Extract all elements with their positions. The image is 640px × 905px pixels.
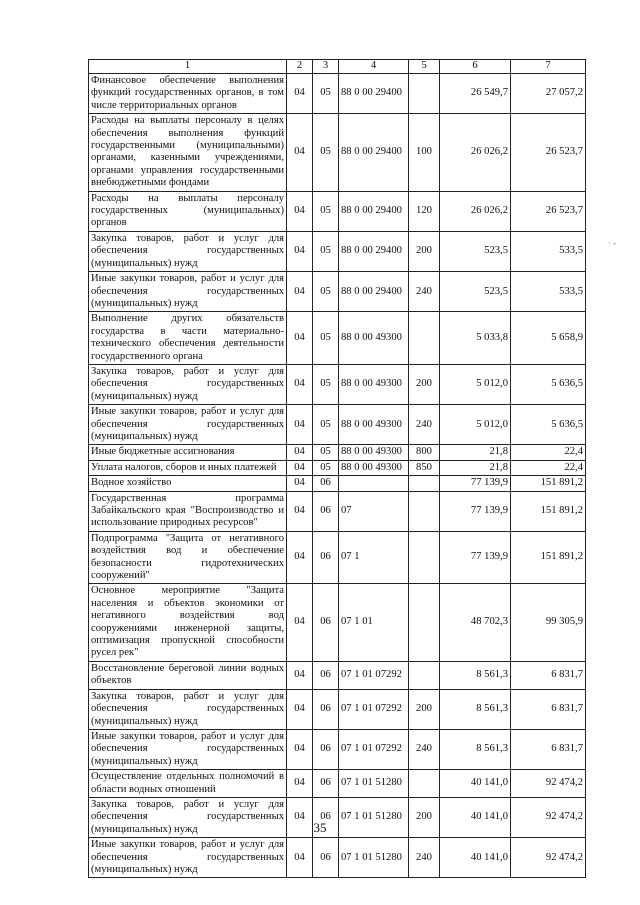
subsection-code: 06 <box>313 689 339 729</box>
section-code: 04 <box>287 661 313 689</box>
table-row <box>89 661 586 689</box>
amount-year-1: 26 549,7 <box>440 74 511 114</box>
expense-type-code: 850 <box>409 460 440 475</box>
subsection-code: 05 <box>313 74 339 114</box>
expense-type-code: 200 <box>409 231 440 271</box>
amount-year-2: 92 474,2 <box>511 838 586 878</box>
item-name: Иные бюджетные ассигнования <box>89 445 287 460</box>
section-code: 04 <box>287 531 313 584</box>
target-article-code: 07 1 01 07292 <box>339 729 409 769</box>
amount-year-2: 26 523,7 <box>511 191 586 231</box>
amount-year-2: 151 891,2 <box>511 476 586 491</box>
item-name: Водное хозяйство <box>89 476 287 491</box>
expense-type-code: 200 <box>409 364 440 404</box>
item-name: Осуществление отдельных полномочий в области водных отношений <box>89 770 287 798</box>
section-code: 04 <box>287 272 313 312</box>
expense-type-code: 800 <box>409 445 440 460</box>
item-name: Закупка товаров, работ и услуг для обеспечения государственных (муниципальных) нужд <box>89 231 287 271</box>
item-name: Иные закупки товаров, работ и услуг для обеспечения государственных (муниципальных) нужд <box>89 405 287 445</box>
expense-type-code: 240 <box>409 838 440 878</box>
section-code: 04 <box>287 445 313 460</box>
subsection-code: 06 <box>313 491 339 531</box>
amount-year-1: 8 561,3 <box>440 661 511 689</box>
section-code: 04 <box>287 364 313 404</box>
table-row <box>89 838 586 878</box>
amount-year-2: 27 057,2 <box>511 74 586 114</box>
header-col-1: 1 <box>89 60 287 74</box>
amount-year-1: 40 141,0 <box>440 838 511 878</box>
amount-year-1: 40 141,0 <box>440 770 511 798</box>
expense-type-code <box>409 74 440 114</box>
expense-type-code <box>409 584 440 661</box>
expense-type-code <box>409 661 440 689</box>
expense-type-code: 200 <box>409 689 440 729</box>
section-code: 04 <box>287 191 313 231</box>
item-name: Иные закупки товаров, работ и услуг для обеспечения государственных (муниципальных) нужд <box>89 838 287 878</box>
amount-year-1: 5 012,0 <box>440 405 511 445</box>
subsection-code: 06 <box>313 797 339 837</box>
item-name: Основное мероприятие "Защита населения и объектов экономики от негативного воздействия вод сооружениями инженерной защиты, оптимизация пропускной способности русел рек" <box>89 584 287 661</box>
amount-year-2: 99 305,9 <box>511 584 586 661</box>
section-code: 04 <box>287 491 313 531</box>
amount-year-2: 151 891,2 <box>511 531 586 584</box>
section-code: 04 <box>287 114 313 191</box>
expense-type-code: 240 <box>409 405 440 445</box>
expense-type-code <box>409 312 440 365</box>
subsection-code: 06 <box>313 729 339 769</box>
section-code: 04 <box>287 770 313 798</box>
item-name: Выполнение других обязательств государства в части материально-технического обеспечения деятельности государственного органа <box>89 312 287 365</box>
amount-year-1: 77 139,9 <box>440 531 511 584</box>
subsection-code: 06 <box>313 770 339 798</box>
target-article-code <box>339 476 409 491</box>
item-name: Иные закупки товаров, работ и услуг для обеспечения государственных (муниципальных) нужд <box>89 272 287 312</box>
expense-type-code: 240 <box>409 729 440 769</box>
target-article-code: 07 1 01 51280 <box>339 838 409 878</box>
amount-year-1: 26 026,2 <box>440 191 511 231</box>
target-article-code: 88 0 00 49300 <box>339 445 409 460</box>
target-article-code: 07 1 01 07292 <box>339 661 409 689</box>
subsection-code: 05 <box>313 114 339 191</box>
target-article-code: 88 0 00 49300 <box>339 460 409 475</box>
subsection-code: 05 <box>313 272 339 312</box>
section-code: 04 <box>287 476 313 491</box>
budget-table-container <box>88 59 586 878</box>
section-code: 04 <box>287 729 313 769</box>
amount-year-2: 5 658,9 <box>511 312 586 365</box>
table-row <box>89 74 586 114</box>
amount-year-2: 6 831,7 <box>511 689 586 729</box>
amount-year-1: 5 012,0 <box>440 364 511 404</box>
subsection-code: 06 <box>313 838 339 878</box>
subsection-code: 05 <box>313 231 339 271</box>
column-number-header <box>89 60 586 74</box>
amount-year-2: 92 474,2 <box>511 797 586 837</box>
item-name: Финансовое обеспечение выполнения функций государственных органов, в том числе территориальных органов <box>89 74 287 114</box>
item-name: Закупка товаров, работ и услуг для обеспечения государственных (муниципальных) нужд <box>89 797 287 837</box>
target-article-code: 07 1 01 51280 <box>339 797 409 837</box>
item-name: Расходы на выплаты персоналу в целях обеспечения выполнения функций государственными (муниципальными) органами, казенными учреждениями, органами управления государственными внебюджетными фондами <box>89 114 287 191</box>
expense-type-code <box>409 476 440 491</box>
table-row <box>89 689 586 729</box>
expense-type-code <box>409 531 440 584</box>
subsection-code: 05 <box>313 312 339 365</box>
item-name: Уплата налогов, сборов и иных платежей <box>89 460 287 475</box>
amount-year-2: 92 474,2 <box>511 770 586 798</box>
target-article-code: 88 0 00 49300 <box>339 364 409 404</box>
section-code: 04 <box>287 231 313 271</box>
section-code: 04 <box>287 689 313 729</box>
amount-year-1: 523,5 <box>440 272 511 312</box>
table-row <box>89 364 586 404</box>
amount-year-1: 48 702,3 <box>440 584 511 661</box>
amount-year-1: 77 139,9 <box>440 476 511 491</box>
subsection-code: 05 <box>313 460 339 475</box>
amount-year-2: 5 636,5 <box>511 364 586 404</box>
table-row <box>89 445 586 460</box>
section-code: 04 <box>287 74 313 114</box>
budget-table <box>88 59 586 878</box>
header-col-6: 6 <box>440 60 511 74</box>
target-article-code: 07 1 <box>339 531 409 584</box>
item-name: Государственная программа Забайкальского края "Воспроизводство и использование природных ресурсов" <box>89 491 287 531</box>
table-row <box>89 729 586 769</box>
table-row <box>89 191 586 231</box>
subsection-code: 05 <box>313 405 339 445</box>
amount-year-2: 6 831,7 <box>511 661 586 689</box>
target-article-code: 07 1 01 51280 <box>339 770 409 798</box>
section-code: 04 <box>287 460 313 475</box>
scan-edge-mark: · - <box>608 238 617 248</box>
amount-year-2: 533,5 <box>511 272 586 312</box>
amount-year-1: 26 026,2 <box>440 114 511 191</box>
item-name: Закупка товаров, работ и услуг для обеспечения государственных (муниципальных) нужд <box>89 689 287 729</box>
table-row <box>89 231 586 271</box>
table-row <box>89 405 586 445</box>
section-code: 04 <box>287 405 313 445</box>
header-col-7: 7 <box>511 60 586 74</box>
amount-year-2: 151 891,2 <box>511 491 586 531</box>
amount-year-2: 6 831,7 <box>511 729 586 769</box>
item-name: Расходы на выплаты персоналу государственных (муниципальных) органов <box>89 191 287 231</box>
header-col-3: 3 <box>313 60 339 74</box>
amount-year-1: 77 139,9 <box>440 491 511 531</box>
expense-type-code: 240 <box>409 272 440 312</box>
item-name: Восстановление береговой линии водных объектов <box>89 661 287 689</box>
table-row <box>89 531 586 584</box>
header-col-2: 2 <box>287 60 313 74</box>
amount-year-2: 5 636,5 <box>511 405 586 445</box>
section-code: 04 <box>287 584 313 661</box>
header-col-5: 5 <box>409 60 440 74</box>
subsection-code: 05 <box>313 191 339 231</box>
section-code: 04 <box>287 797 313 837</box>
table-row <box>89 491 586 531</box>
amount-year-1: 8 561,3 <box>440 689 511 729</box>
amount-year-1: 21,8 <box>440 460 511 475</box>
target-article-code: 07 1 01 07292 <box>339 689 409 729</box>
table-row <box>89 272 586 312</box>
amount-year-1: 8 561,3 <box>440 729 511 769</box>
expense-type-code: 120 <box>409 191 440 231</box>
amount-year-2: 22,4 <box>511 460 586 475</box>
table-row <box>89 460 586 475</box>
expense-type-code: 200 <box>409 797 440 837</box>
page-number: 35 <box>313 820 327 835</box>
table-row <box>89 584 586 661</box>
target-article-code: 88 0 00 29400 <box>339 191 409 231</box>
expense-type-code <box>409 770 440 798</box>
amount-year-2: 26 523,7 <box>511 114 586 191</box>
target-article-code: 07 1 01 <box>339 584 409 661</box>
subsection-code: 06 <box>313 661 339 689</box>
table-row <box>89 476 586 491</box>
section-code: 04 <box>287 838 313 878</box>
amount-year-1: 21,8 <box>440 445 511 460</box>
section-code: 04 <box>287 312 313 365</box>
subsection-code: 06 <box>313 476 339 491</box>
table-row <box>89 770 586 798</box>
expense-type-code: 100 <box>409 114 440 191</box>
amount-year-1: 523,5 <box>440 231 511 271</box>
amount-year-2: 533,5 <box>511 231 586 271</box>
target-article-code: 88 0 00 29400 <box>339 272 409 312</box>
table-row <box>89 114 586 191</box>
item-name: Закупка товаров, работ и услуг для обеспечения государственных (муниципальных) нужд <box>89 364 287 404</box>
target-article-code: 88 0 00 29400 <box>339 114 409 191</box>
target-article-code: 88 0 00 29400 <box>339 231 409 271</box>
expense-type-code <box>409 491 440 531</box>
item-name: Иные закупки товаров, работ и услуг для обеспечения государственных (муниципальных) нужд <box>89 729 287 769</box>
header-col-4: 4 <box>339 60 409 74</box>
item-name: Подпрограмма "Защита от негативного воздействия вод и обеспечение безопасности гидротехнических сооружений" <box>89 531 287 584</box>
table-body <box>89 74 586 878</box>
subsection-code: 05 <box>313 445 339 460</box>
target-article-code: 88 0 00 29400 <box>339 74 409 114</box>
amount-year-1: 40 141,0 <box>440 797 511 837</box>
target-article-code: 88 0 00 49300 <box>339 312 409 365</box>
amount-year-2: 22,4 <box>511 445 586 460</box>
table-row <box>89 312 586 365</box>
subsection-code: 06 <box>313 584 339 661</box>
subsection-code: 05 <box>313 364 339 404</box>
target-article-code: 07 <box>339 491 409 531</box>
subsection-code: 06 <box>313 531 339 584</box>
amount-year-1: 5 033,8 <box>440 312 511 365</box>
target-article-code: 88 0 00 49300 <box>339 405 409 445</box>
